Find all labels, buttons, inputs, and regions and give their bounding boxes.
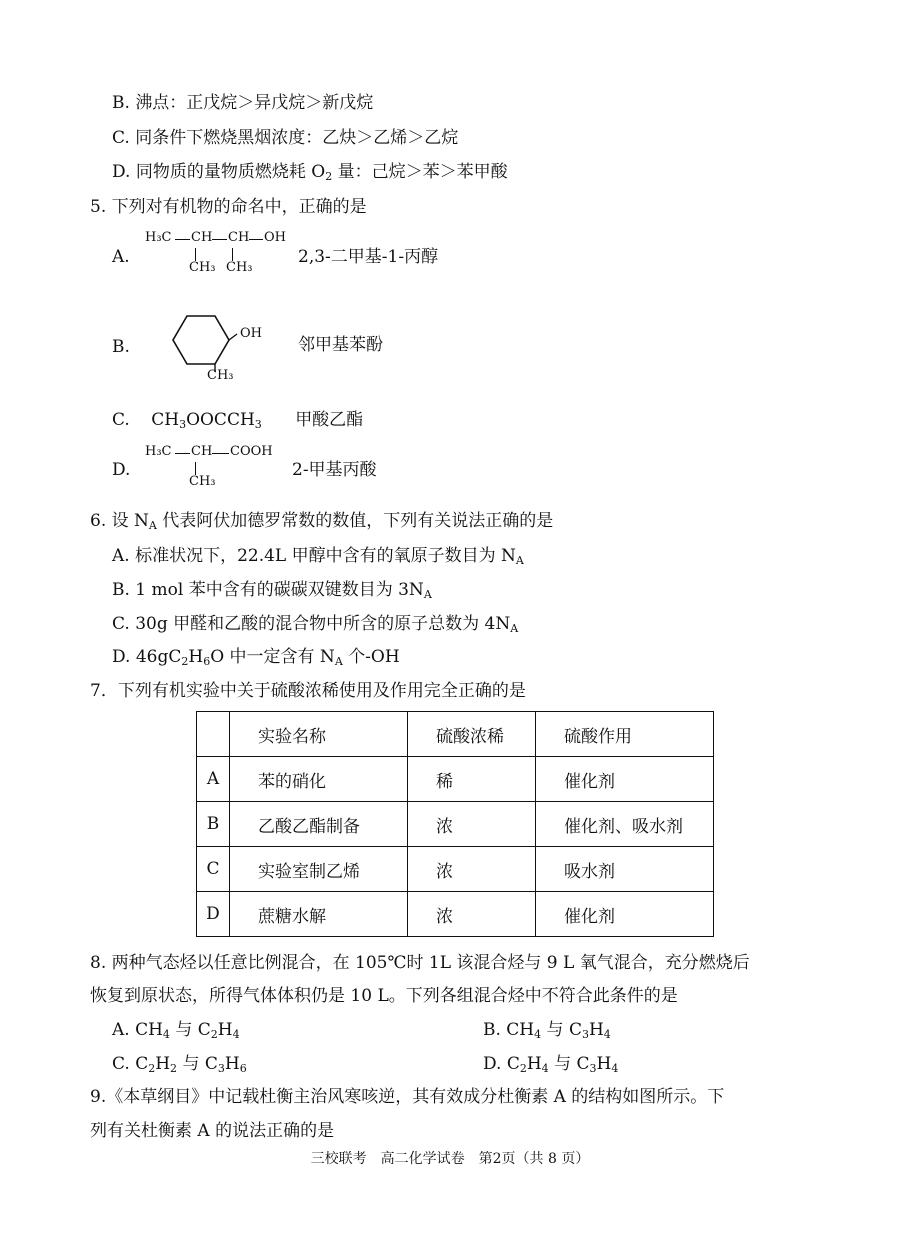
table-cell: 蔗糖水解: [230, 892, 408, 937]
table-cell: 吸水剂: [536, 847, 714, 892]
q5-c-name: 甲酸乙酯: [295, 410, 364, 430]
q5-a-h3c: H₃C: [145, 230, 172, 245]
table-cell: 实验室制乙烯: [230, 847, 408, 892]
table-cell: D: [197, 892, 230, 937]
table-cell: 稀: [408, 757, 536, 802]
q5-option-a-label: A.: [112, 247, 130, 267]
q8-option-a: A. $CH_4$ 与 $C_2H_4$: [112, 1020, 240, 1041]
q5-a-ch3b: CH₃: [226, 260, 253, 275]
table-cell: 苯的硝化: [230, 757, 408, 802]
q7-table: [196, 711, 714, 937]
table-cell: C: [197, 847, 230, 892]
q4-option-d: D. 同物质的量物质燃烧耗 $O_2$ 量：己烷＞苯＞苯甲酸: [112, 162, 508, 183]
q8-option-d: D. $C_2H_4$ 与 $C_3H_4$: [483, 1054, 619, 1075]
q9-line1: 9.《本草纲目》中记载杜衡主治风寒咳逆，其有效成分杜衡素 A 的结构如图所示。下: [90, 1087, 725, 1107]
q5-a-structure: [145, 230, 295, 280]
q8-option-b: B. $CH_4$ 与 $C_3H_4$: [483, 1020, 611, 1041]
q8-option-c: C. $C_2H_2$ 与 $C_3H_6$: [112, 1054, 247, 1075]
q5-b-oh: OH: [240, 326, 262, 341]
page-footer: 三校联考 高二化学试卷 第2页（共 8 页）: [310, 1151, 590, 1167]
table-row: [197, 757, 714, 802]
table-cell: 乙酸乙酯制备: [230, 802, 408, 847]
q5-d-h3c: H₃C: [145, 444, 172, 459]
table-cell: 浓: [408, 892, 536, 937]
q5-a-name: 2,3-二甲基-1-丙醇: [298, 247, 439, 267]
table-header-cell: 硫酸作用: [536, 712, 714, 757]
q5-option-b-label: B.: [112, 337, 130, 357]
table-header-cell: [197, 712, 230, 757]
table-row: [197, 802, 714, 847]
q5-option-d-label: D.: [112, 460, 131, 480]
table-cell: 催化剂: [536, 892, 714, 937]
q5-a-ch2: CH: [228, 230, 250, 245]
q5-a-bond1: [175, 239, 190, 240]
q5-stem: 5. 下列对有机物的命名中，正确的是: [90, 197, 367, 217]
table-row: [197, 892, 714, 937]
q6-option-a: A. 标准状况下，22.4L 甲醇中含有的氧原子数目为 $N_A$: [112, 546, 524, 567]
table-header-row: [197, 712, 714, 757]
table-cell: 催化剂: [536, 757, 714, 802]
q5-b-ch3: CH₃: [207, 368, 234, 383]
q5-c-formula: $CH_3OOCCH_3$: [151, 410, 262, 431]
q5-d-bond1: [175, 453, 190, 454]
q5-d-structure: [145, 444, 285, 494]
table-cell: A: [197, 757, 230, 802]
q5-a-oh: OH: [264, 230, 286, 245]
table-cell: 浓: [408, 847, 536, 892]
q8-line1: 8. 两种气态烃以任意比例混合，在 105℃时 1L 该混合烃与 9 L 氧气混合，充分燃烧后: [90, 953, 750, 973]
q5-a-ch1: CH: [191, 230, 213, 245]
q6-option-d: D. $46gC_2H_6O$ 中一定含有 $N_A$ 个-OH: [112, 647, 400, 668]
q5-d-ch: CH: [191, 444, 213, 459]
table-header-cell: 实验名称: [230, 712, 408, 757]
q4-option-b: B. 沸点：正戊烷＞异戊烷＞新戊烷: [112, 93, 374, 113]
table-cell: B: [197, 802, 230, 847]
q5-option-c: C. $CH_3OOCCH_3$ 甲酸乙酯: [112, 410, 364, 431]
q7-stem: 7．下列有机实验中关于硫酸浓稀使用及作用完全正确的是: [90, 681, 526, 701]
table-header-cell: 硫酸浓稀: [408, 712, 536, 757]
q8-line2: 恢复到原状态，所得气体体积仍是 10 L。下列各组混合烃中不符合此条件的是: [90, 986, 678, 1006]
q5-a-bond2: [212, 239, 227, 240]
q5-b-name: 邻甲基苯酚: [298, 335, 383, 355]
q4-option-c: C. 同条件下燃烧黑烟浓度：乙炔＞乙烯＞乙烷: [112, 128, 459, 148]
q5-a-ch3a: CH₃: [189, 260, 216, 275]
q5-a-bond3: [249, 239, 263, 240]
q6-option-c: C. 30g 甲醛和乙酸的混合物中所含的原子总数为 $4N_A$: [112, 614, 519, 635]
q9-line2: 列有关杜衡素 A 的说法正确的是: [90, 1121, 335, 1141]
q5-d-ch3: CH₃: [189, 474, 216, 489]
table-cell: 催化剂、吸水剂: [536, 802, 714, 847]
table-cell: 浓: [408, 802, 536, 847]
q6-option-b: B. 1 mol 苯中含有的碳碳双键数目为 $3N_A$: [112, 580, 432, 601]
table-row: [197, 847, 714, 892]
q5-d-name: 2-甲基丙酸: [292, 460, 377, 480]
q6-stem: 6. 设 $N_A$ 代表阿伏加德罗常数的数值，下列有关说法正确的是: [90, 511, 554, 532]
q5-d-bond2: [212, 453, 229, 454]
q5-d-cooh: COOH: [230, 444, 273, 459]
